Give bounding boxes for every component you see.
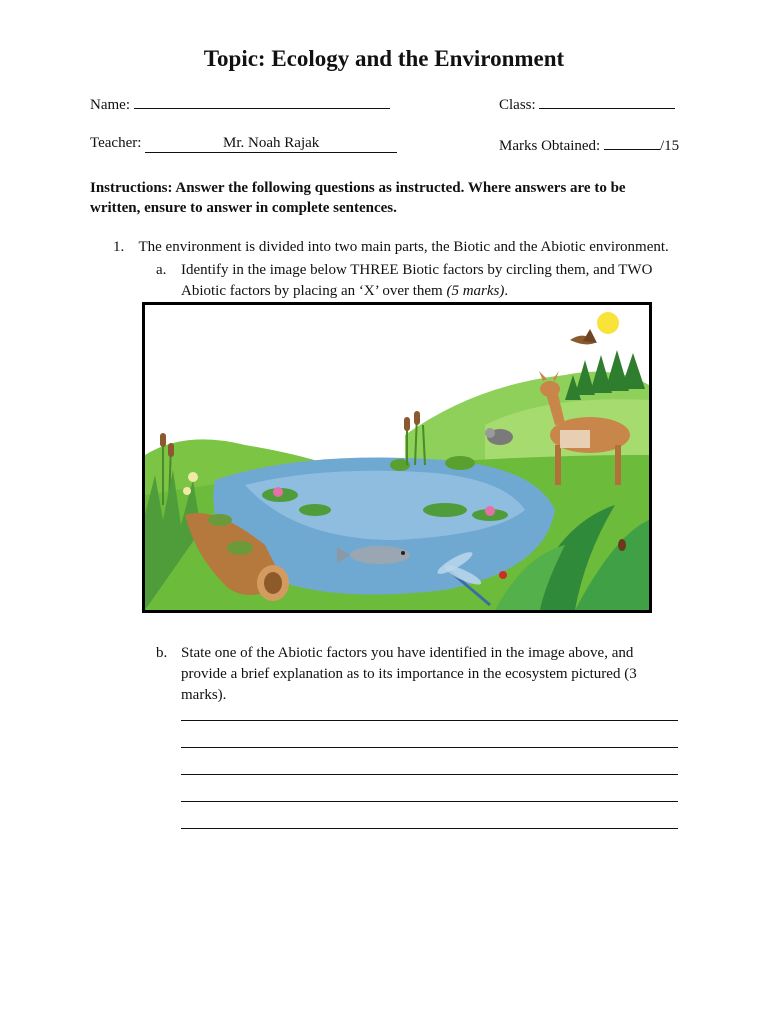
answer-line[interactable]: [181, 828, 678, 829]
marks-field[interactable]: [499, 135, 679, 155]
class-field[interactable]: [499, 94, 675, 114]
marks-label: Marks Obtained:: [499, 138, 601, 154]
teacher-label: Teacher:: [90, 135, 142, 151]
teacher-field: [90, 135, 397, 153]
answer-line[interactable]: [181, 720, 678, 721]
question-1: [113, 239, 669, 256]
part-a-marks: (5 marks): [446, 283, 505, 299]
part-letter: b.: [156, 645, 168, 661]
part-b-text: State one of the Abiotic factors you have identified in the image above, and provide a brief explanation as to its importance in the ecosystem pictured (3 marks).: [181, 645, 637, 703]
part-a-text: [181, 260, 681, 302]
part-letter: a.: [156, 262, 167, 278]
part-a-main: Identify in the image below THREE Biotic factors by circling them, and TWO Abiotic factors by placing an ‘X’ over them: [181, 262, 653, 299]
marks-total: /15: [659, 138, 680, 154]
question-text: The environment is divided into two main parts, the Biotic and the Abiotic environment.: [138, 239, 669, 255]
instructions: Instructions: Answer the following questions as instructed. Where answers are to be written, ensure to answer in complete sentences.: [90, 180, 626, 216]
part-a-end: .: [504, 283, 509, 299]
ecosystem-illustration[interactable]: [142, 302, 652, 613]
name-field[interactable]: [90, 94, 390, 114]
marks-blank[interactable]: [604, 135, 660, 150]
answer-line[interactable]: [181, 774, 678, 775]
page-title: Topic: Ecology and the Environment: [203, 46, 565, 71]
name-blank[interactable]: [134, 94, 390, 109]
class-label: Class:: [499, 97, 536, 113]
class-blank[interactable]: [539, 94, 675, 109]
answer-line[interactable]: [181, 801, 678, 802]
teacher-name: Mr. Noah Rajak: [145, 135, 397, 153]
question-number: 1.: [113, 239, 125, 255]
answer-line[interactable]: [181, 747, 678, 748]
name-label: Name:: [90, 97, 130, 113]
